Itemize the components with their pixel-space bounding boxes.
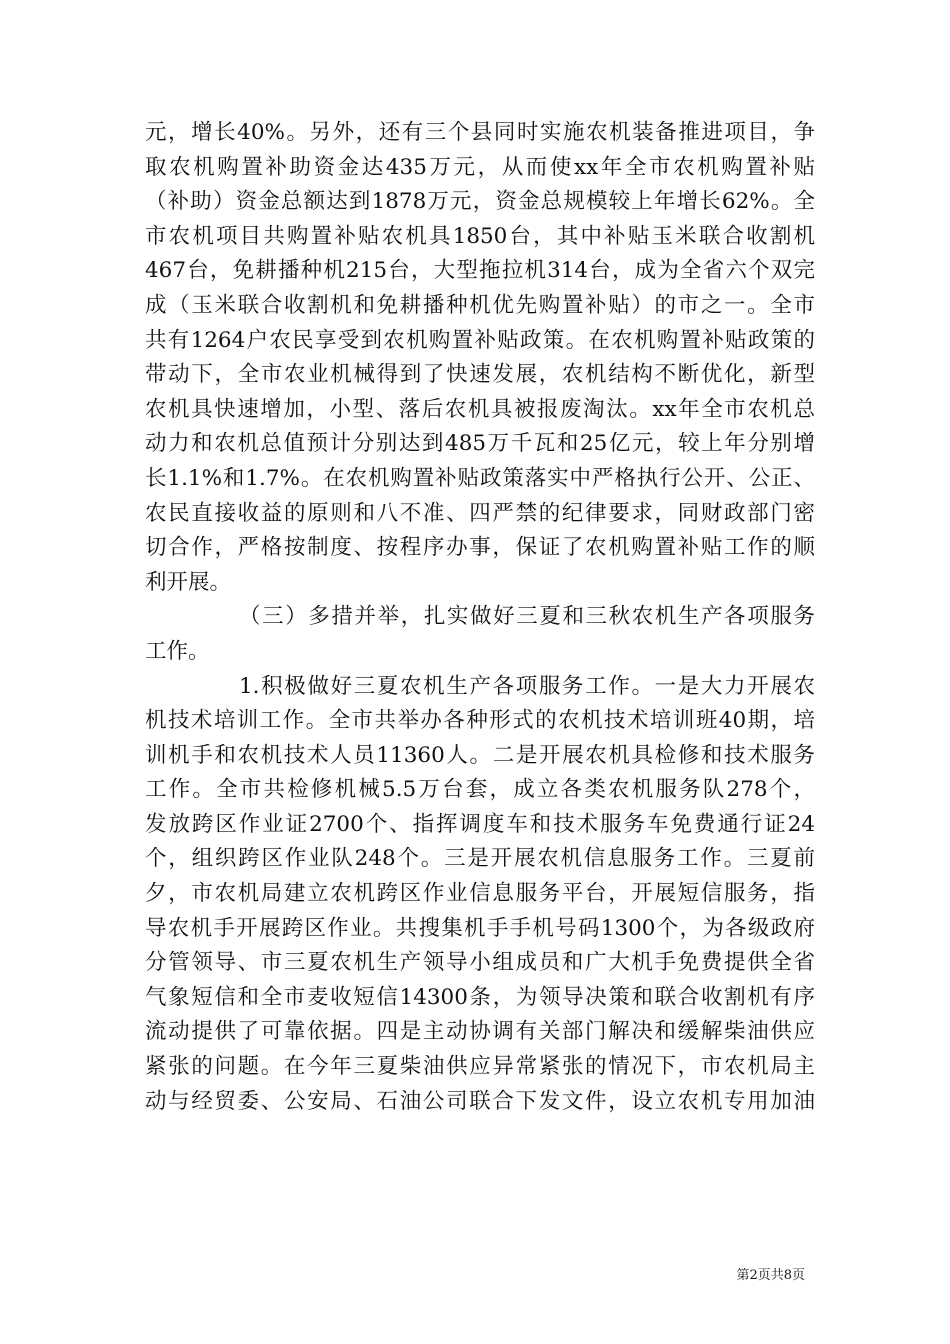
text-line: 利开展。	[145, 569, 232, 595]
text-line: 气象短信和全市麦收短信14300条，为领导决策和联合收割机有序	[145, 984, 815, 1010]
text-line: 共有1264户农民享受到农机购置补贴政策。在农机购置补贴政策的	[145, 327, 815, 353]
text-line: 农民直接收益的原则和八不准、四严禁的纪律要求，同财政部门密	[145, 500, 815, 526]
text-line: 夕，市农机局建立农机跨区作业信息服务平台，开展短信服务，指	[145, 881, 815, 907]
text-line: 流动提供了可靠依据。四是主动协调有关部门解决和缓解柴油供应	[145, 1019, 815, 1045]
text-line: 467台，免耕播种机215台，大型拖拉机314台，成为全省六个双完	[145, 258, 815, 284]
text-line: 个，组织跨区作业队248个。三是开展农机信息服务工作。三夏前	[145, 846, 815, 872]
section-heading-line: （三）多措并举，扎实做好三夏和三秋农机生产各项服务	[239, 604, 815, 630]
text-line: 导农机手开展跨区作业。共搜集机手手机号码1300个，为各级政府	[145, 915, 815, 941]
text-line: 农机具快速增加，小型、落后农机具被报废淘汰。xx年全市农机总	[145, 396, 815, 422]
text-line: 成（玉米联合收割机和免耕播种机优先购置补贴）的市之一。全市	[145, 292, 815, 318]
text-line: 取农机购置补助资金达435万元，从而使xx年全市农机购置补贴	[145, 154, 815, 180]
text-line: 带动下，全市农业机械得到了快速发展，农机结构不断优化，新型	[145, 362, 815, 388]
section-heading-line: 工作。	[145, 638, 210, 664]
text-line: 市农机项目共购置补贴农机具1850台，其中补贴玉米联合收割机	[145, 223, 815, 249]
text-line: 机技术培训工作。全市共举办各种形式的农机技术培训班40期，培	[145, 708, 815, 734]
text-line: 发放跨区作业证2700个、指挥调度车和技术服务车免费通行证24	[145, 811, 815, 837]
text-line: 工作。全市共检修机械5.5万台套，成立各类农机服务队278个，	[145, 777, 815, 803]
text-line: 元，增长40%。另外，还有三个县同时实施农机装备推进项目，争	[145, 120, 815, 145]
text-line: 长1.1%和1.7%。在农机购置补贴政策落实中严格执行公开、公正、	[145, 465, 815, 491]
text-line: 训机手和农机技术人员11360人。二是开展农机具检修和技术服务	[145, 742, 815, 768]
text-line: 紧张的问题。在今年三夏柴油供应异常紧张的情况下，市农机局主	[145, 1054, 815, 1080]
text-line: 切合作，严格按制度、按程序办事，保证了农机购置补贴工作的顺	[145, 535, 815, 561]
text-line: 动与经贸委、公安局、石油公司联合下发文件，设立农机专用加油	[145, 1088, 815, 1114]
page-number-footer: 第2页共8页	[736, 1268, 805, 1283]
text-line: 分管领导、市三夏农机生产领导小组成员和广大机手免费提供全省	[145, 950, 815, 976]
body-text	[145, 116, 815, 1119]
text-line: 动力和农机总值预计分别达到485万千瓦和25亿元，较上年分别增	[145, 431, 815, 457]
text-line: （补助）资金总额达到1878万元，资金总规模较上年增长62%。全	[145, 189, 815, 215]
text-line: 1.积极做好三夏农机生产各项服务工作。一是大力开展农	[239, 673, 815, 699]
